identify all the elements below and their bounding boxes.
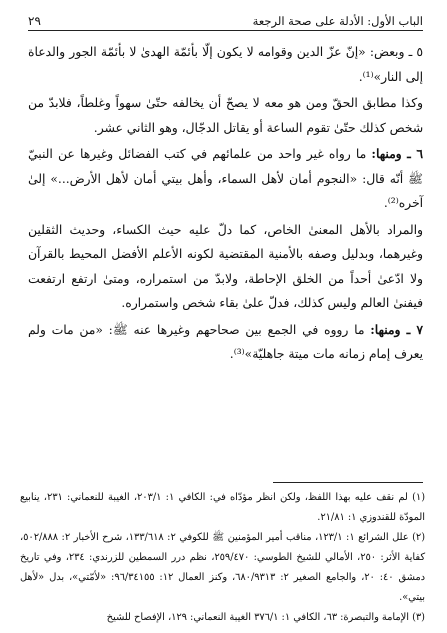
footnotes [20,488,425,628]
paragraph-5: ٥ ـ وبعض: «إنّ عزّ الدين وقوامه لا يكون إلّا بأئمّة الهدىٰ لا بأئمّة الجور والدعاة إلى النار»⁽¹⁾. [28,45,423,84]
footnote-separator [273,482,423,483]
paragraph-7 [28,318,423,367]
item-7-lead: ٧ ـ ومنها: [370,321,423,337]
paragraph-explanation-2: والمراد بالأهل المعنىٰ الخاص، كما دلّ عليه حيث الكساء، وحديث الثقلين وغيرهما، وبدليل وصفه بالأمنية المقتضية لكونه الأعلم الأفضل المحيط بالقرآن ولا ادّعىٰ أحداً من الخلق الإحاطة، ولابدّ من استمراره، ومتىٰ ارتفع ارتفعت فيفنىٰ العالم وليس كذلك، فدلّ علىٰ بقاء شخص واستمراره. [28,222,423,310]
footnote-2: (٢) علل الشرائع ١: ١٢٣/١، مناقب أمير المؤمنين ﷺ للكوفي ٢: ١٣٣/٦١٨، شرح الأخبار ٢: ٥٠٢/٨٨٨، كفاية الأثر: ٢٥٠، الأمالي للشيخ الطوسي: ٢٥٩/٤٧٠، نظم درر السمطين للزرندي: ٢٣٤، وفي تاريخ دمشق ٤٠: ٢٠، والجامع الصغير ٢: ٦٨٠/٩٣١٣، وكنز العمال ١٢: ٩٦/٣٤١٥٥: «لأمّتي»، بدل «لأهل بيتي». [20,532,426,603]
chapter-title: الباب الأول: الأدلة على صحة الرجعة [252,14,423,28]
page-number: ٢٩ [28,14,41,28]
paragraph-6 [28,142,423,216]
footnote-1: (١) لم نقف عليه بهذا اللفظ، ولكن انظر مؤدّاه في: الكافي ١: ٢٠٣/١، الغيبة للنعماني: ٢٣١، ينابيع المودّة للقندوزي ١: ٢١/٨١. [20,492,426,523]
item-6-text: ما رواه غير واحد من علمائهم في كتب الفضائل وغيرها عن النبيّ ﷺ أنّه قال: «النجوم أمان لأهل السماء، وأهل بيتي أمان لأهل الأرض...» إلىٰ آخره⁽²⁾. [28,147,423,210]
footnote-3: (٣) الإمامة والتبصرة: ٦٣، الكافي ١: ٣٧٦/١ الغيبة النعماني: ١٢٩، الإفصاح للشيخ [106,612,425,623]
item-6-lead: ٦ ـ ومنها: [371,146,423,161]
main-text [28,40,423,369]
item-7-text: ما رووه في الجمع بين صحاحهم وغيرها عنه ﷺ: «من مات ولم يعرف إمام زمانه مات ميتة جاهليّة»⁽³⁾. [28,322,423,361]
paragraph-explanation-1: وكذا مطابق الحقّ ومن هو معه لا يصحّ أن يخالفه حتّىٰ سهواً وغلطاً، فلابدّ من شخص كذلك حتّىٰ تقوم الساعة أو يقاتل الدجّال، وهو الثاني عشر. [28,96,423,135]
running-header [28,6,423,31]
